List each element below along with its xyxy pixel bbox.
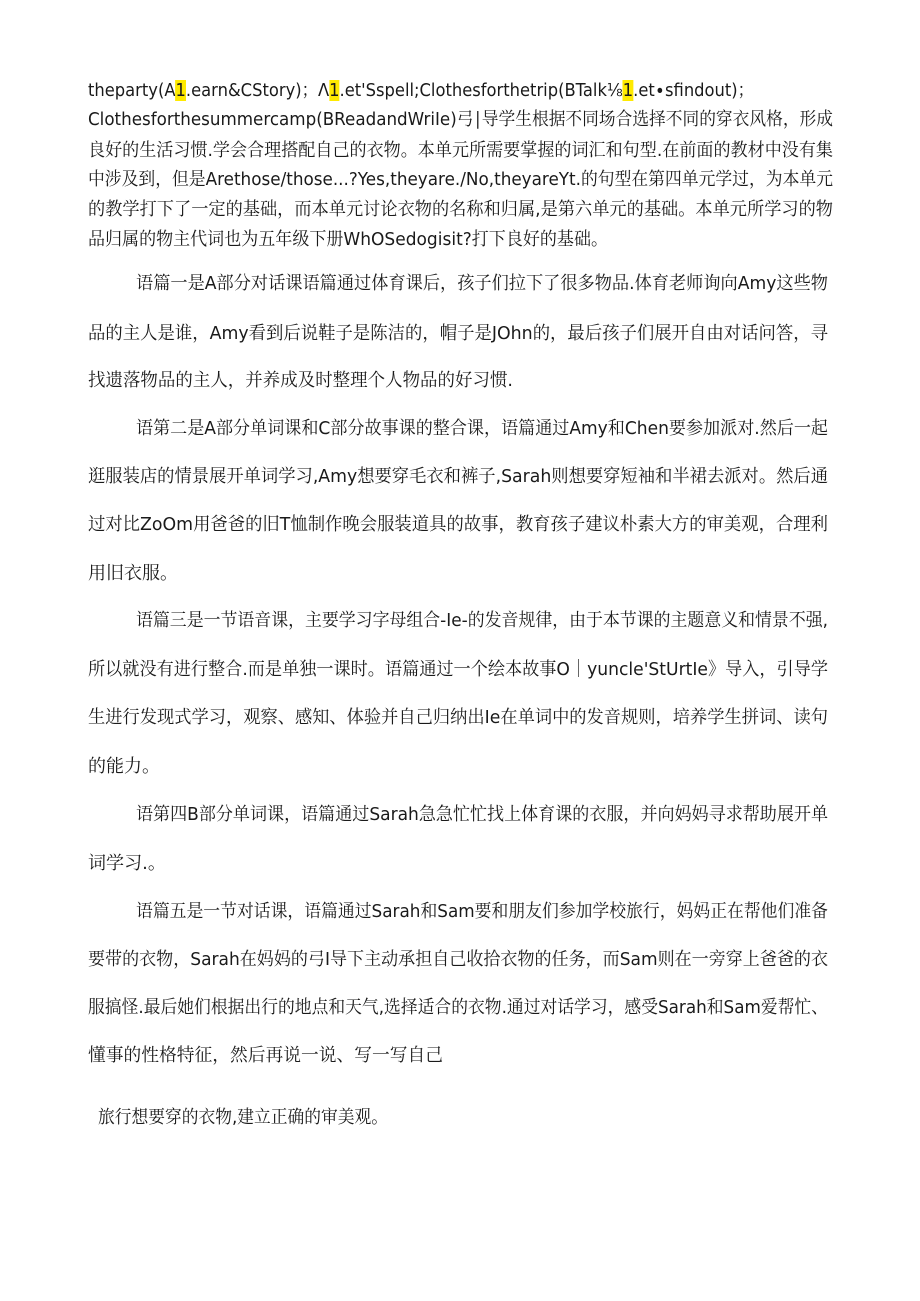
intro-line: 的教学打下了一定的基础，而本单元讨论衣物的名称和归属,是第六单元的基础。本单元所学习的物 — [88, 199, 833, 220]
paragraph-3-line: 所以就没有进行整合.而是单独一课时。语篇通过一个绘本故事O｜yuncle'StUrtIe》导入，引导学 — [88, 659, 828, 680]
paragraph-5-line: 服搞怪.最后她们根据出行的地点和天气,选择适合的衣物.通过对话学习，感受Sarah和Sam爱帮忙、 — [88, 997, 828, 1018]
intro-line: 中涉及到，但是Arethose/those...?Yes,theyare./No,theyareYt.的句型在第四单元学过，为本单元 — [88, 169, 833, 190]
paragraph-4-line: 词学习.。 — [88, 853, 166, 874]
paragraph-5-line: 懂事的性格特征，然后再说一说、写一写自己 — [88, 1045, 443, 1066]
paragraph-5-line: 要带的衣物，Sarah在妈妈的弓I导下主动承担自己收拾衣物的任务，而Sam则在一旁穿上爸爸的衣 — [88, 949, 828, 970]
intro-text: .et∙sfindout)； — [633, 80, 754, 101]
paragraph-5-line: 旅行想要穿的衣物,建立正确的审美观。 — [98, 1107, 388, 1128]
intro-line — [88, 79, 754, 103]
highlight-mark: 1 — [622, 80, 634, 101]
paragraph-4-line: 语第四B部分单词课，语篇通过Sarah急急忙忙找上体育课的衣服，并向妈妈寻求帮助展开单 — [136, 804, 828, 825]
paragraph-3-line: 语篇三是一节语音课，主要学习字母组合-Ie-的发音规律，由于本节课的主题意义和情景不强, — [136, 610, 828, 631]
paragraph-1-line: 语篇一是A部分对话课语篇通过体育课后，孩子们拉下了很多物品.体育老师询向Amy这些物 — [136, 273, 828, 294]
intro-line: 良好的生活习惯.学会合理搭配自己的衣物。本单元所需要掌握的词汇和句型.在前面的教材中没有集 — [88, 140, 833, 161]
highlight-mark: 1 — [175, 80, 186, 101]
paragraph-2-line: 用旧衣服。 — [88, 563, 178, 584]
intro-text: .earn&CStory)；Λ — [185, 80, 330, 101]
paragraph-3-line: 的能力。 — [88, 756, 160, 777]
paragraph-1-line: 找遗落物品的主人，并养成及时整理个人物品的好习惯. — [88, 370, 513, 391]
intro-text: .et'Sspell;Clothesforthetrip(BTalk⅛ — [339, 80, 623, 101]
paragraph-5-line: 语篇五是一节对话课，语篇通过Sarah和Sam要和朋友们参加学校旅行，妈妈正在帮他们准备 — [136, 901, 828, 922]
paragraph-2-line: 过对比ZoOm用爸爸的旧T恤制作晚会服装道具的故事，教育孩子建议朴素大方的审美观，合理利 — [88, 514, 828, 535]
paragraph-3-line: 生进行发现式学习，观察、感知、体验并自己归纳出Ie在单词中的发音规则，培养学生拼词、读句 — [88, 707, 828, 728]
paragraph-2-line: 逛服装店的情景展开单词学习,Amy想要穿毛衣和裤子,Sarah则想要穿短袖和半裙去派对。然后通 — [88, 466, 828, 487]
highlight-mark: 1 — [329, 80, 340, 101]
intro-line: Clothesforthesummercamp(BReadandWriIe)弓∣导学生根据不同场合选择不同的穿衣风格，形成 — [88, 109, 833, 130]
paragraph-1-line: 品的主人是谁，Amy看到后说鞋子是陈洁的，帽子是JOhn的，最后孩子们展开自由对话问答，寻 — [88, 323, 828, 344]
paragraph-2-line: 语第二是A部分单词课和C部分故事课的整合课，语篇通过Amy和Chen要参加派对.然后一起 — [136, 418, 828, 439]
intro-line: 品归属的物主代词也为五年级下册WhOSedogisit?打下良好的基础。 — [88, 229, 608, 250]
intro-text: theparty(A — [88, 80, 176, 101]
